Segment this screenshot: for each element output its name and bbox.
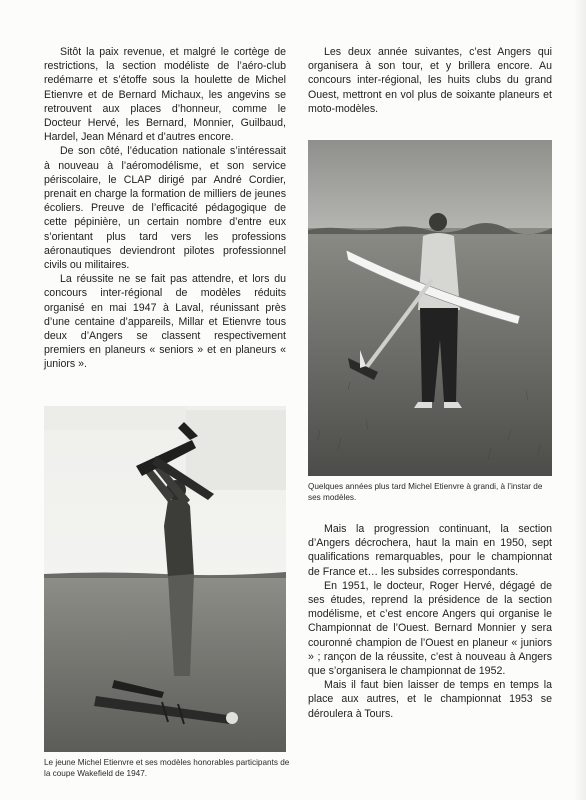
paragraph: Mais la progression continuant, la section d’Angers décrochera, haut la main en 1950, sept qualifications remarquables, pour le championnat de France et… les subsides correspondants. xyxy=(308,523,552,578)
photo-caption-right: Quelques années plus tard Michel Etienvre à grandi, à l’instar de ses modèles. xyxy=(308,482,543,502)
photo-glider-holder-image xyxy=(308,140,552,476)
photo-model-launch-image xyxy=(44,406,286,752)
paragraph: La réussite ne se fait pas attendre, et lors du concours inter-régional de modèles réduits organisé en mai 1947 à Laval, réunissant près d’une centaine d’appareils, Millar et Etienvre tous deux d’Angers se classent respectivement premiers en planeurs « seniors » et en planeurs « juniors ». xyxy=(44,273,286,371)
photo-model-launch xyxy=(44,406,286,752)
photo-caption-left: Le jeune Michel Etienvre et ses modèles honorables participants de la coupe Wakefield de 1947. xyxy=(44,758,290,778)
right-column-bottom-text xyxy=(308,522,552,721)
paragraph: Sitôt la paix revenue, et malgré le cortège de restrictions, la section modéliste de l’aéro-club redémarre et s’étoffe sous la houlette de Michel Etienvre et de Bernard Michaux, les angevins se retrouvent aux places d’honneur, comme le Docteur Hervé, les Bernard, Monnier, Guilbaud, Hardel, Jean Ménard et d’autres encore. xyxy=(44,46,286,144)
left-column-text xyxy=(44,45,286,372)
page-edge-shadow xyxy=(574,0,586,800)
paragraph: Mais il faut bien laisser de temps en temps la place aux autres, et le championnat 1953 se déroulera à Tours. xyxy=(308,679,552,720)
paragraph: De son côté, l’éducation nationale s’intéressait à nouveau à l’aéromodélisme, et son service périscolaire, le CLAP dirigé par André Cordier, prenait en charge la formation de milliers de jeunes écoliers. Preuve de l’efficacité pédagogique de cette pépinière, un certain nombre d’entre eux s’orientant plus tard vers les professions aéronautiques deviendront pilotes professionnel civils ou militaires. xyxy=(44,145,286,272)
right-column-top-text xyxy=(308,45,552,116)
paragraph: En 1951, le docteur, Roger Hervé, dégagé de ses études, reprend la présidence de la section modélisme, et c’est encore Angers qui organise le Championnat de l’Ouest. Bernard Monnier y sera couronné champion de l’Ouest en planeur « juniors » ; rançon de la réussite, c’est à nouveau à Angers que s’organisera le championnat de 1952. xyxy=(308,579,552,678)
photo-glider-holder xyxy=(308,140,552,476)
paragraph: Les deux année suivantes, c’est Angers qui organisera à son tour, et y brillera encore. Au concours inter-régional, les huits clubs du grand Ouest, mettront en vol plus de soixante planeurs et moto-modèles. xyxy=(308,46,552,115)
